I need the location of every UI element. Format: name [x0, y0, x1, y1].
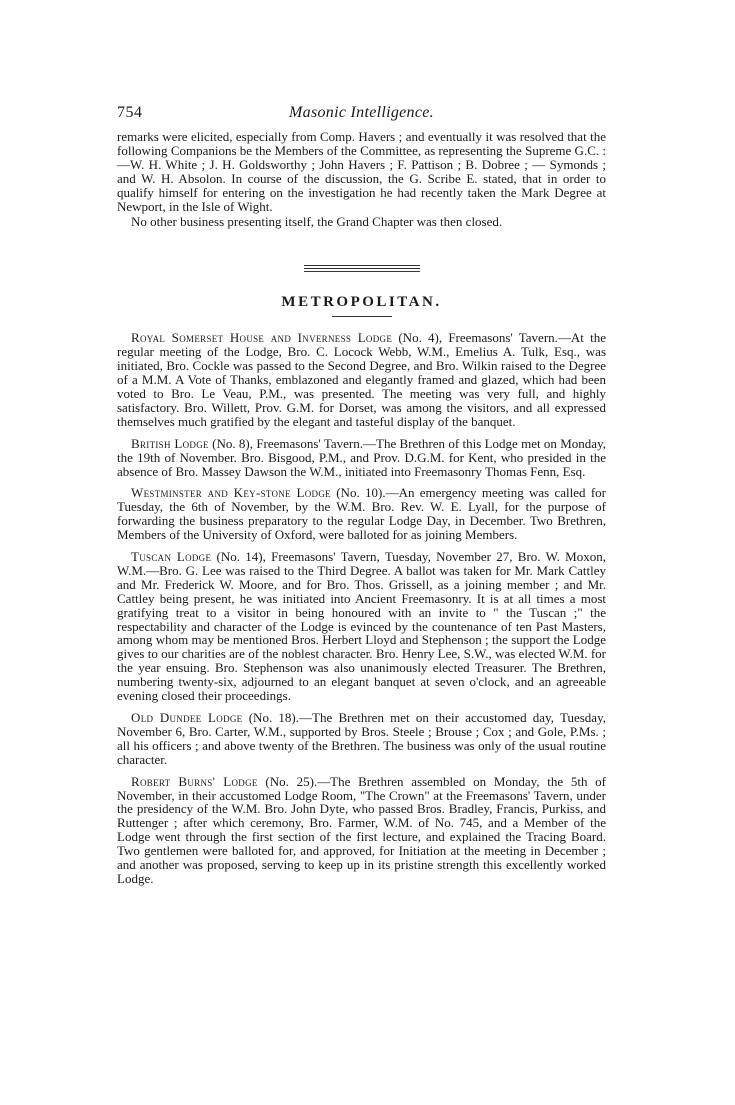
lodge-name: Robert Burns' Lodge — [131, 773, 258, 789]
lodge-name: Old Dundee Lodge — [131, 710, 243, 725]
lodge-report-text: (No. 14), Freemasons' Tavern, Tuesday, November 27, Bro. W. Moxon, W.M.—Bro. G. Lee was raised to the Third Degree. A ballot was taken for Mr. Mark Cattley and Mr. Frederick W. Moore, and for Bro. Thos. Grissell, as a joining member ; and Mr. Cattley being present, he was initiated into Ancient Freemasonry. It is at all times a most gratifying treat to a visitor in being honoured with an invite to " the Tuscan ;" the respectability and character of the Lodge is evinced by the countenance of ten Past Masters, among whom may be mentioned Bros. Herbert Lloyd and Stephenson ; the support the Lodge gives to our charities are of the noblest character. Bro. Henry Lee, S.W., was elected W.M. for the year ensuing. Bro. Stephenson was also unanimously elected Treasurer. The Brethren, numbering twenty-six, adjourned to an elegant banquet at seven o'clock, and an agreeable evening closed their proceedings. — [117, 549, 606, 704]
lodge-report — [117, 437, 606, 479]
lodge-report — [117, 331, 606, 428]
lodge-name: Westminster and Key-stone Lodge — [131, 485, 331, 501]
section-heading: METROPOLITAN. — [281, 294, 442, 311]
lodge-report-text: (No. 10).—An emergency meeting was called for Tuesday, the 6th of November, by the W.M. Bro. Rev. W. E. Lyall, for the purpose of forwarding the business preparatory to the regular Lodge Day, in December. Two Brethren, Members of the University of Oxford, were balloted for as joining Members. — [117, 485, 606, 543]
lodge-report-text: (No. 18).—The Brethren met on their accustomed day, Tuesday, November 6, Bro. Carter, W.M., supported by Bros. Steele ; Brouse ; Cox ; and Gole, P.Ms. ; all his officers ; and above twenty of the Brethren. The business was only of the usual routine character. — [117, 710, 606, 767]
lodge-name: British Lodge — [131, 435, 209, 451]
lodge-report — [117, 550, 606, 703]
lodge-name: Tuscan Lodge — [131, 549, 212, 565]
lodge-report-text: (No. 4), Freemasons' Tavern.—At the regular meeting of the Lodge, Bro. C. Locock Webb, W.M., Emelius A. Tulk, Esq., was initiated, Bro. Cockle was passed to the Second Degree, and Bro. Wilkin raised to the Degree of a M.M. A Vote of Thanks, emblazoned and elegantly framed and glazed, which had been voted to Bro. Le Veau, P.M., was presented. The meeting was very full, and highly satisfactory. Bro. Willett, Prov. G.M. for Dorset, was among the visitors, and all expressed themselves much gratified by the elegant and tasteful display of the banquet. — [117, 330, 606, 429]
lodge-name: Royal Somerset House and Inverness Lodge — [131, 330, 393, 346]
lodge-report — [117, 775, 606, 886]
running-title: Masonic Intelligence. — [289, 104, 434, 121]
lodge-report — [117, 711, 606, 767]
lodge-report-text: (No. 8), Freemasons' Tavern.—The Brethren of this Lodge met on Monday, the 19th of November. Bro. Bisgood, P.M., and Prov. D.G.M. for Kent, who presided in the absence of Bro. Massey Dawson the W.M., initiated into Freemasonry Thomas Fenn, Esq. — [117, 435, 606, 479]
section-divider — [304, 265, 420, 272]
page-number: 754 — [117, 104, 143, 121]
lodge-report — [117, 486, 606, 542]
page — [117, 104, 606, 894]
intro-paragraph: remarks were elicited, especially from Comp. Havers ; and eventually it was resolved that the following Companions be the Members of the Committee, as representing the Supreme G.C. :—W. H. White ; J. H. Goldsworthy ; John Havers ; F. Pattison ; B. Dobree ; — Symonds ; and W. H. Absolon. In course of the discussion, the G. Scribe E. stated, that in order to qualify himself for entering on the investigation he had recently taken the Mark Degree at Newport, in the Isle of Wight. — [117, 129, 606, 214]
running-head — [117, 104, 606, 126]
closing-paragraph: No other business presenting itself, the Grand Chapter was then closed. — [131, 214, 503, 230]
lodge-report-text: (No. 25).—The Brethren assembled on Monday, the 5th of November, in their accustomed Lodge Room, "The Crown" at the Freemasons' Tavern, under the presidency of the W.M. Bro. John Dyte, who passed Bros. Bradley, Francis, Purkiss, and Ruttenger ; after which ceremony, Bro. Farmer, W.M. of No. 745, and a Member of the Lodge went through the first section of the first lecture, and explained the Tracing Board. Two gentlemen were balloted for, and approved, for Initiation at the meeting in December ; and another was proposed, serving to keep up in its pristine strength this excellently worked Lodge. — [117, 773, 606, 886]
heading-rule — [332, 316, 392, 317]
